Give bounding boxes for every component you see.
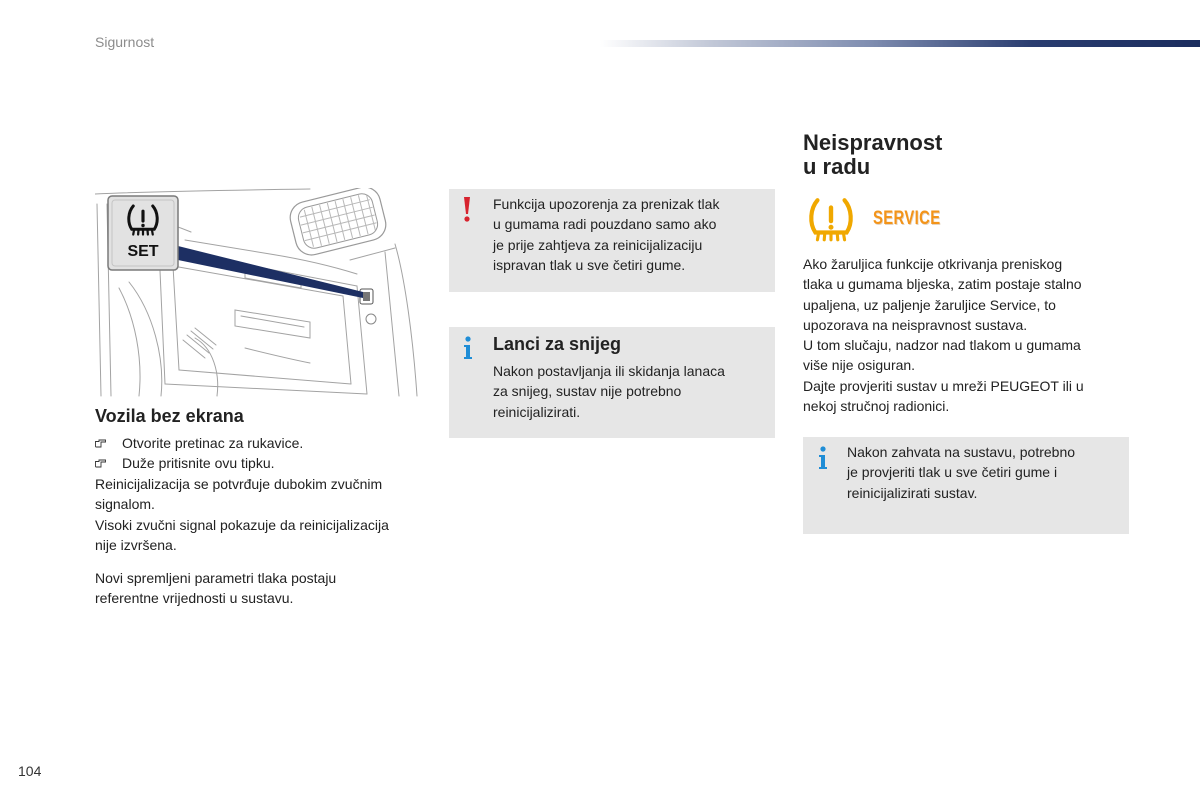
warning-line: ispravan tlak u sve četiri gume. bbox=[493, 257, 686, 274]
heading-line: Neispravnost bbox=[803, 130, 943, 155]
info-line: reinicijalizirati sustav. bbox=[847, 484, 978, 501]
warning-line: u gumama radi pouzdano samo ako bbox=[493, 216, 717, 233]
set-button-inset bbox=[108, 196, 178, 270]
list-item bbox=[95, 453, 425, 473]
snow-chains-text bbox=[493, 361, 725, 422]
pointing-hand-icon bbox=[95, 459, 122, 468]
warning-box bbox=[449, 189, 775, 292]
list-item bbox=[95, 433, 425, 453]
body-line: upozorava na neispravnost sustava. bbox=[803, 316, 1028, 333]
info-line: Nakon postavljanja ili skidanja lanaca bbox=[493, 363, 725, 379]
body-line: U tom slučaju, nadzor nad tlakom u gumama bbox=[803, 337, 1081, 354]
info-line: reinicijalizirati. bbox=[493, 403, 581, 420]
glovebox-illustration bbox=[95, 188, 420, 398]
info-line: Nakon zahvata na sustavu, potrebno bbox=[847, 444, 1076, 460]
info-line: je provjeriti tlak u sve četiri gume i bbox=[847, 464, 1058, 481]
body-line: signalom. bbox=[95, 496, 155, 513]
after-service-info-box bbox=[803, 437, 1129, 534]
body-line: Visoki zvučni signal pokazuje da reinicijalizacija bbox=[95, 516, 389, 533]
exclamation-icon bbox=[462, 197, 472, 223]
info-line: za snijeg, sustav nije potrebno bbox=[493, 383, 682, 400]
note-paragraph bbox=[95, 568, 425, 609]
pointing-hand-icon bbox=[95, 439, 122, 448]
instructions-block bbox=[95, 433, 425, 555]
set-button-label: SET bbox=[127, 243, 159, 260]
after-service-text bbox=[847, 442, 1075, 503]
snow-chains-info-box bbox=[449, 327, 775, 438]
page-number: 104 bbox=[18, 763, 42, 779]
section-heading-vehicles-without-screen: Vozila bez ekrana bbox=[95, 406, 244, 426]
service-warning-label: SERVICE bbox=[873, 208, 941, 229]
body-line: upaljena, uz paljenje žaruljice Service, to bbox=[803, 296, 1056, 313]
body-line: Reinicijalizacija se potvrđuje dubokim zvučnim bbox=[95, 475, 383, 492]
body-line: nekoj stručnoj radionici. bbox=[803, 398, 950, 415]
body-line: tlaka u gumama bljeska, zatim postaje stalno bbox=[803, 276, 1082, 293]
air-vent bbox=[287, 188, 389, 258]
heading-line: u radu bbox=[803, 154, 871, 179]
snow-chains-heading: Lanci za snijeg bbox=[493, 334, 622, 354]
warning-line: je prije zahtjeva za reinicijalizaciju bbox=[493, 236, 703, 253]
section-title: Sigurnost bbox=[95, 34, 155, 50]
info-icon bbox=[462, 336, 474, 360]
list-item-text: Otvorite pretinac za rukavice. bbox=[122, 435, 304, 451]
header-gradient-bar bbox=[600, 40, 1200, 47]
body-line: Ako žaruljica funkcije otkrivanja preniskog bbox=[803, 256, 1063, 272]
info-icon bbox=[817, 446, 829, 470]
warning-text bbox=[493, 194, 719, 276]
tyre-pressure-warning-icon bbox=[806, 196, 856, 244]
note-line: referentne vrijednosti u sustavu. bbox=[95, 590, 294, 607]
body-line: više nije osiguran. bbox=[803, 357, 916, 374]
malfunction-description bbox=[803, 254, 1133, 416]
body-line: nije izvršena. bbox=[95, 537, 177, 553]
note-line: Novi spremljeni parametri tlaka postaju bbox=[95, 570, 337, 586]
warning-line: Funkcija upozorenja za prenizak tlak bbox=[493, 196, 720, 212]
malfunction-heading bbox=[803, 131, 942, 179]
body-line: Dajte provjeriti sustav u mreži PEUGEOT ili u bbox=[803, 377, 1084, 394]
list-item-text: Duže pritisnite ovu tipku. bbox=[122, 455, 275, 472]
